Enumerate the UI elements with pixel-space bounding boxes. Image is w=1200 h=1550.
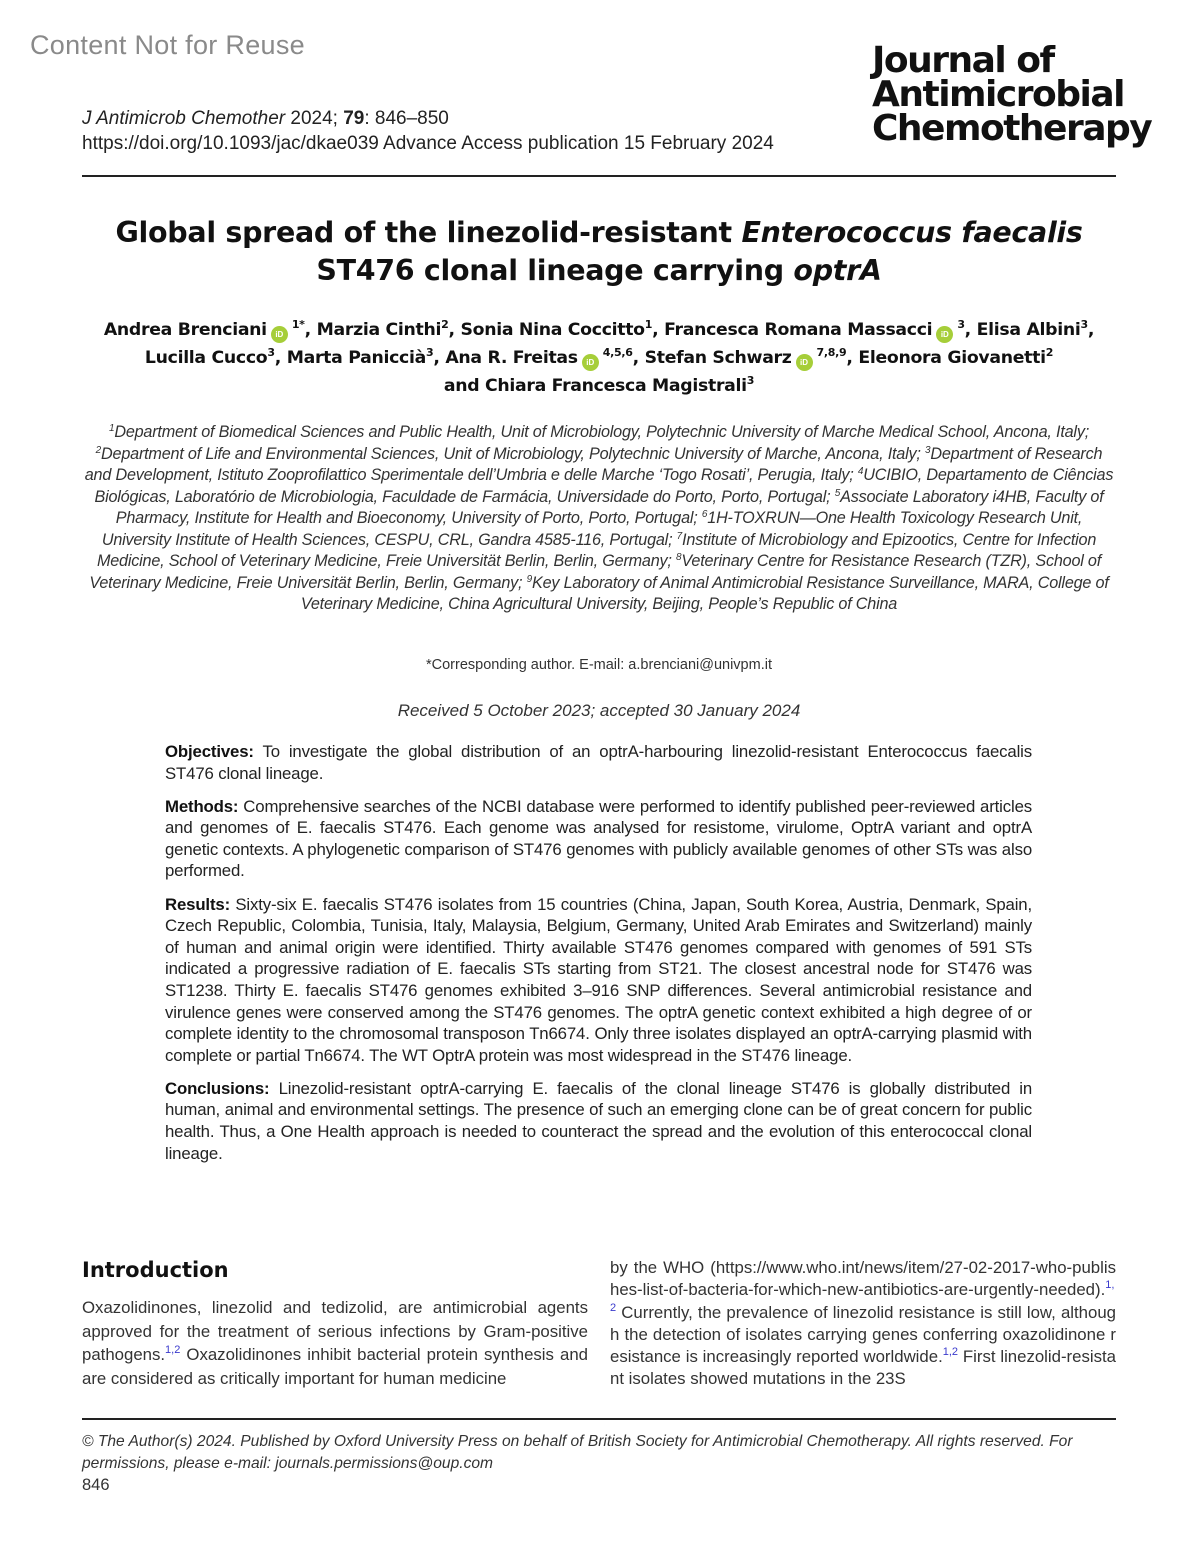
citation-ref[interactable]: 1,2 <box>165 1344 181 1356</box>
author-affiliation-ref: 3 <box>957 318 965 331</box>
corresponding-author: *Corresponding author. E-mail: a.brenciani@univpm.it <box>426 657 772 673</box>
author <box>645 348 859 368</box>
author-affiliation-ref: 7,8,9 <box>816 346 847 359</box>
author <box>858 348 1053 368</box>
author-separator: , <box>304 320 317 340</box>
author-affiliation-ref: 4,5,6 <box>602 346 633 359</box>
author-separator: , <box>448 320 461 340</box>
article-title <box>82 214 1116 290</box>
citation-header <box>82 106 774 156</box>
abstract <box>165 741 1032 1176</box>
author <box>977 320 1094 340</box>
abstract-objectives <box>165 741 1032 784</box>
title-organism: Enterococcus faecalis <box>741 216 1083 249</box>
affiliation-text: Department of Life and Environmental Sciences, Unit of Microbiology, Polytechnic University of Marche, Ancona, Italy; <box>101 444 925 463</box>
citation-year: 2024; <box>290 108 338 129</box>
author <box>287 348 446 368</box>
author-name: and Chiara Francesca Magistrali <box>443 376 747 396</box>
author-name: Marzia Cinthi <box>316 320 442 340</box>
body-text: Currently, the prevalence of linezolid resistance is still low, although the detection of isolates carrying genes conferring oxazolidinone resistance is increasingly reported worldwide. <box>610 1302 1116 1367</box>
abstract-label: Methods: <box>165 796 239 816</box>
affiliation-text: Institute of Microbiology and Epizootics, Centre for Infection Medicine, School of Veterinary Medicine, Freie Universität Berlin, Berlin, Germany; <box>96 530 1097 570</box>
affiliation-text: 1H-TOXRUN—One Health Toxicology Research Unit, University Institute of Health Sciences, CESPU, CRL, Gandra 4585-116, Portugal; <box>101 509 1083 549</box>
affiliation-number: 9 <box>526 573 533 585</box>
abstract-text: To investigate the global distribution of an optrA-harbouring linezolid-resistant Enterococcus faecalis ST476 clonal lineage. <box>165 742 1033 783</box>
citation-ref[interactable]: 1,2 <box>942 1346 959 1359</box>
abstract-text: Linezolid-resistant optrA-carrying E. faecalis of the clonal lineage ST476 is globally distributed in human, animal and environmental settings. The presence of such an emerging clone can be of great concern for public health. Thus, a One Health approach is needed to counteract the spread and the evolution of this enterococcal clonal lineage. <box>165 1078 1033 1163</box>
introduction-heading: Introduction <box>82 1258 229 1282</box>
journal-logo-line: Antimicrobial <box>872 74 1124 115</box>
affiliation-number: 3 <box>924 444 931 456</box>
author <box>445 348 644 368</box>
author-separator: , <box>964 320 977 340</box>
citation-ref[interactable]: 1,2 <box>610 1279 1115 1314</box>
citation-line <box>82 106 774 131</box>
affiliation-number: 2 <box>95 444 102 456</box>
body-text: First linezolid-resistant isolates showed mutations in the 23S <box>610 1347 1116 1389</box>
affiliation-text: Department of Biomedical Sciences and Public Health, Unit of Microbiology, Polytechnic University of Marche Medical School, Ancona, Italy; <box>114 423 1090 441</box>
affiliation-number: 6 <box>701 509 708 520</box>
affiliation-text: Key Laboratory of Animal Antimicrobial Resistance Surveillance, MARA, College of Veterinary Medicine, China Agricultural University, Beijing, People’s Republic of China <box>300 573 1109 613</box>
affiliation-number: 8 <box>676 552 682 563</box>
author-affiliation-ref: 1 <box>644 318 653 331</box>
abstract-text: Comprehensive searches of the NCBI database were performed to identify published peer-reviewed articles and genomes of E. faecalis ST476. Each genome was analysed for resistome, virulome, OptrA variant and optrA genetic contexts. A phylogenetic comparison of ST476 genomes with publicly available genomes of other STs was also performed. <box>165 796 1032 881</box>
author-name: Stefan Schwarz <box>644 348 792 368</box>
abstract-text: Sixty-six E. faecalis ST476 isolates from 15 countries (China, Japan, South Korea, Austria, Denmark, Spain, Czech Republic, Colombia, Tunisia, Italy, Malaysia, Belgium, Germany, United Arab Emirates and Switzerland) mainly of human and animal origin were identified. Thirty available ST476 genomes compared with genomes of 591 STs indicated a progressive radiation of E. faecalis STs starting from ST21. The closest ancestral node for ST476 was ST1238. Thirty E. faecalis ST476 genomes exhibited 3–916 SNP differences. Several antimicrobial resistance and virulence genes were conserved among the ST476 genomes. The optrA genetic context exhibited a high degree of or complete identity to the chromosomal transposon Tn6674. Only three isolates displayed an optrA-carrying plasmid with complete or partial Tn6674. The WT OptrA protein was most widespread in the ST476 lineage. <box>165 894 1033 1065</box>
abstract-results <box>165 894 1032 1067</box>
author-name: Francesca Romana Massacci <box>664 320 933 340</box>
affiliation-number: 5 <box>834 487 841 499</box>
author-name: Elisa Albini <box>976 320 1081 340</box>
abstract-conclusions <box>165 1078 1032 1164</box>
author-separator: , <box>846 348 859 368</box>
author-separator: , <box>652 320 665 340</box>
author-name: Eleonora Giovanetti <box>858 348 1046 368</box>
affiliation-number: 7 <box>676 530 683 542</box>
journal-logo <box>872 40 1152 149</box>
author-name: Ana R. Freitas <box>445 348 578 368</box>
abstract-label: Results: <box>165 894 231 914</box>
author <box>317 320 461 340</box>
author <box>664 320 977 340</box>
affiliation-text: UCIBIO, Departamento de Ciências Biológicas, Laboratório de Microbiologia, Faculdade de Farmácia, Universidade do Porto, Porto, Portugal; <box>94 466 1114 506</box>
received-dates: Received 5 October 2023; accepted 30 January 2024 <box>397 701 801 720</box>
author-separator: , <box>632 348 645 368</box>
author-name: Marta Paniccià <box>286 348 426 368</box>
author-separator: , <box>1087 320 1095 340</box>
author <box>145 348 287 368</box>
author <box>104 320 317 340</box>
affiliation-text: Veterinary Centre for Resistance Research (TZR), School of Veterinary Medicine, Freie Universität Berlin, Berlin, Germany; <box>89 552 1102 592</box>
watermark: Content Not for Reuse <box>30 30 305 60</box>
body-text: by the WHO (https://www.who.int/news/item/27-02-2017-who-publishes-list-of-bacteria-for-which-new-antibiotics-are-urgently-needed). <box>610 1258 1116 1300</box>
author-separator: , <box>433 348 446 368</box>
author-affiliation-ref: 3 <box>426 346 434 359</box>
footer-divider <box>82 1418 1116 1420</box>
affiliations <box>82 422 1116 616</box>
author-name: Andrea Brenciani <box>103 320 267 340</box>
author-affiliation-ref: 3 <box>267 346 275 359</box>
author-affiliation-ref: 1* <box>291 318 305 331</box>
author-affiliation-ref: 2 <box>1045 346 1054 359</box>
journal-logo-line: Journal of <box>872 40 1054 81</box>
orcid-icon[interactable]: iD <box>271 326 288 343</box>
orcid-icon[interactable]: iD <box>796 354 813 371</box>
citation-volume: 79 <box>343 108 365 129</box>
abstract-methods <box>165 796 1032 882</box>
abstract-label: Objectives: <box>165 742 254 761</box>
citation-pages: : 846–850 <box>364 108 449 129</box>
author-list <box>82 316 1116 400</box>
author-affiliation-ref: 3 <box>1080 318 1088 331</box>
title-gene: optrA <box>793 254 882 287</box>
author-name: Lucilla Cucco <box>144 348 268 368</box>
author <box>444 376 754 396</box>
affiliation-number: 4 <box>857 466 864 477</box>
doi-line[interactable]: https://doi.org/10.1093/jac/dkae039 Advance Access publication 15 February 2024 <box>82 133 774 154</box>
title-text: Global spread of the linezolid-resistant <box>115 216 742 249</box>
affiliation-number: 1 <box>108 423 115 434</box>
introduction-left-column <box>82 1296 588 1390</box>
journal-logo-line: Chemotherapy <box>872 108 1152 149</box>
author <box>461 320 665 340</box>
body-text: Oxazolidinones inhibit bacterial protein synthesis and are considered as critically important for human medicine <box>82 1345 588 1388</box>
page-number: 846 <box>82 1476 110 1494</box>
author-name: Sonia Nina Coccitto <box>460 320 645 340</box>
author-affiliation-ref: 2 <box>441 318 449 331</box>
affiliation-text: Associate Laboratory i4HB, Faculty of Pharmacy, Institute for Health and Bioeconomy, University of Porto, Porto, Portugal; <box>115 487 1104 527</box>
abstract-label: Conclusions: <box>165 1078 270 1098</box>
author-separator: , <box>274 348 287 368</box>
copyright-notice: © The Author(s) 2024. Published by Oxford University Press on behalf of British Society for Antimicrobial Chemotherapy. All rights reserved. For permissions, please e-mail: journals.permissions@oup.com <box>82 1433 1073 1472</box>
title-text: ST476 clonal lineage carrying <box>316 254 794 287</box>
author-affiliation-ref: 3 <box>746 374 755 387</box>
header-divider <box>82 175 1116 177</box>
affiliation-text: Department of Research and Development, Istituto Zooprofilattico Sperimentale dell’Umbria e delle Marche ‘Togo Rosati’, Perugia, Italy; <box>84 444 1103 484</box>
journal-abbrev: J Antimicrob Chemother <box>82 108 286 129</box>
introduction-right-column <box>610 1257 1116 1391</box>
body-text: Oxazolidinones, linezolid and tedizolid, are antimicrobial agents approved for the treatment of serious infections by Gram-positive pathogens. <box>82 1298 588 1364</box>
orcid-icon[interactable]: iD <box>582 354 599 371</box>
orcid-icon[interactable]: iD <box>936 326 953 343</box>
